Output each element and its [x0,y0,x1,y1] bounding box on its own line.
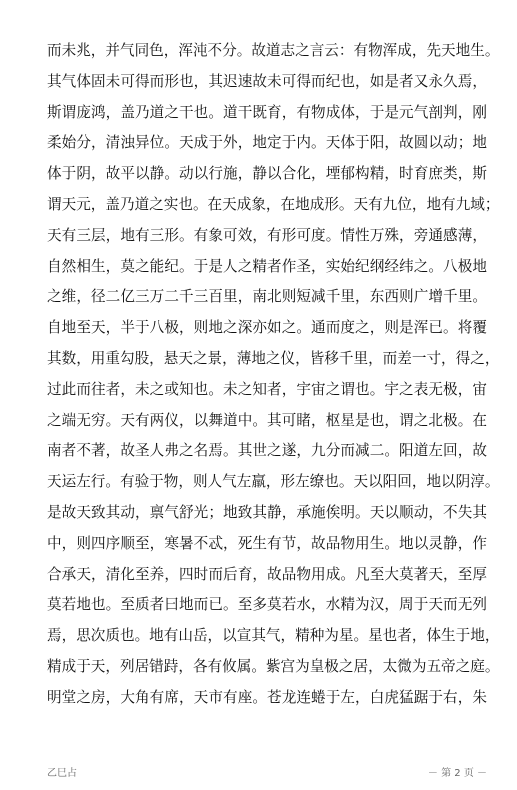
footer-book-title: 乙巳占 [47,768,77,779]
text-line: 自地至天，半于八极，则地之深亦如之。通而度之，则是浑已。将覆 [47,319,487,337]
text-line: 之端无穷。天有两仪，以舞道中。其可睹，枢星是也，谓之北极。在 [47,411,487,429]
text-line: 柔始分，清浊异位。天成于外，地定于内。天体于阳，故圆以动；地 [47,134,487,152]
text-line: 是故天致其动，禀气舒光；地致其静，承施俟明。天以顺动，不失其 [47,503,487,521]
text-line: 自然相生，莫之能纪。于是人之精者作圣，实始纪纲经纬之。八极地 [47,257,487,275]
text-line: 谓天元，盖乃道之实也。在天成象，在地成形。天有九位，地有九域； [47,195,500,213]
text-line: 天运左行。有验于物，则人气左羸，形左缭也。天以阳回，地以阴淳。 [47,473,500,491]
text-line: 明堂之房，大角有席，天市有座。苍龙连蜷于左，白虎猛踞于右，朱 [47,688,487,706]
text-line: 莫若地也。至质者曰地而已。至多莫若水，水精为汉，周于天而无列 [47,596,487,614]
text-line: 其数，用重勾股，悬天之景，薄地之仪，皆移千里，而差一寸，得之， [47,349,500,367]
text-line: 体于阴，故平以静。动以行施，静以合化，堙郁构精，时育庶类，斯 [47,165,487,183]
text-line: 过此而往者，未之或知也。未之知者，宇宙之谓也。宇之表无极，宙 [47,380,487,398]
text-line: 精成于天，列居错跱，各有攸属。紫宫为皇极之居，太微为五帝之庭。 [47,657,500,675]
text-line: 而未兆，并气同色，浑沌不分。故道志之言云：有物浑成，先天地生。 [47,42,500,59]
text-line: 斯谓庞鸿，盖乃道之干也。道干既育，有物成体，于是元气剖判，刚 [47,103,487,121]
text-line: 合承天，清化至养，四时而后育，故品物用成。凡至大莫著天，至厚 [47,565,487,583]
page-number: － 第 2 页 － [427,768,487,779]
text-line: 焉，思次质也。地有山岳，以宣其气，精种为星。星也者，体生于地， [47,627,500,645]
body-text [47,36,500,714]
text-line: 之维，径二亿三万二千三百里，南北则短减千里，东西则广增千里。 [47,288,487,306]
text-line: 中，则四序顺至，寒暑不忒，死生有节，故品物用生。地以灵静，作 [47,534,487,552]
text-line: 天有三层，地有三形。有象可效，有形可度。情性万殊，旁通感薄， [47,226,487,244]
text-line: 南者不著，故圣人弗之名焉。其世之遂，九分而减二。阳道左回，故 [47,442,487,460]
text-line: 其气体固未可得而形也，其迟速故未可得而纪也，如是者又永久焉， [47,72,487,90]
